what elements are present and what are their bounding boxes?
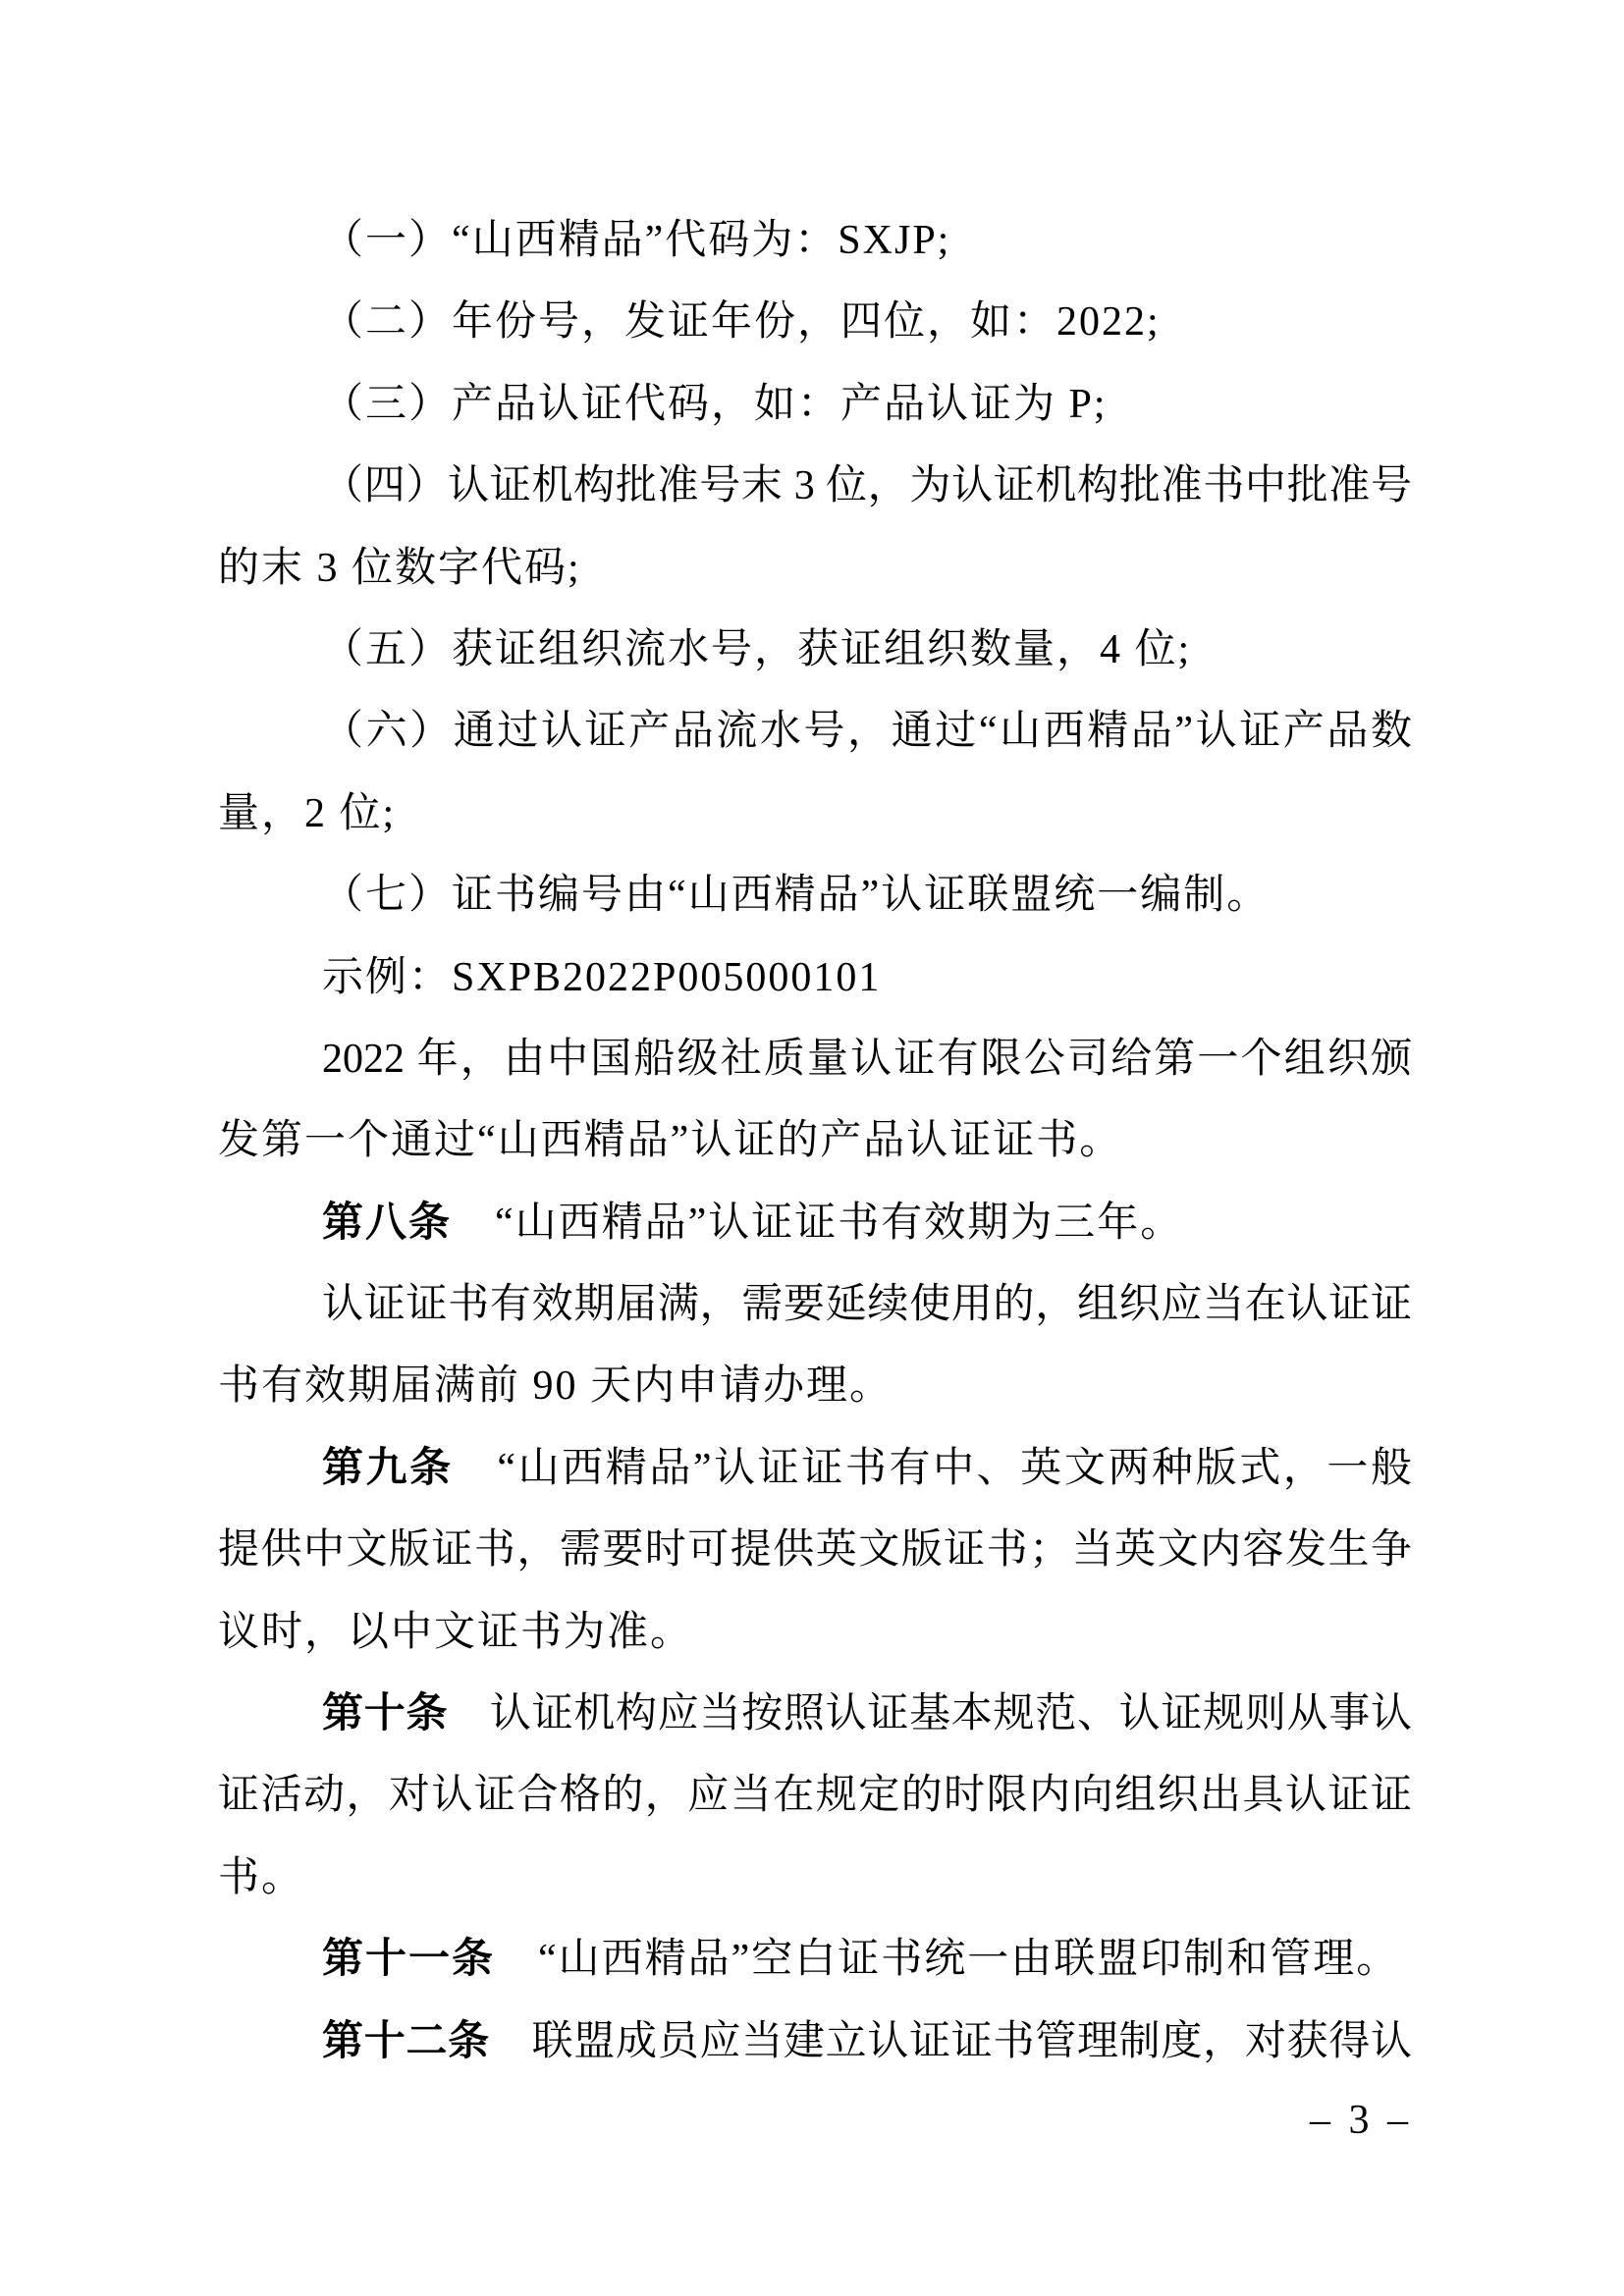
text-segment: 联盟成员应当建立认证证书管理制度，对获得认 <box>489 2018 1412 2064</box>
text-segment: 示例：SXPB2022P005000101 <box>322 954 882 1000</box>
text-segment: 的末 3 位数字代码; <box>218 545 581 591</box>
text-line <box>218 528 1412 610</box>
text-segment: （一）“山西精品”代码为：SXJP; <box>322 218 951 263</box>
text-line <box>218 1346 1412 1427</box>
text-segment: （六）通过认证产品流水号，通过“山西精品”认证产品数 <box>322 709 1412 755</box>
text-segment: 量，2 位; <box>218 790 397 836</box>
text-line <box>218 610 1412 691</box>
text-segment: （七）证书编号由“山西精品”认证联盟统一编制。 <box>322 873 1271 919</box>
text-segment: 书。 <box>218 1854 305 1900</box>
text-line <box>218 855 1412 936</box>
text-line <box>218 1919 1412 2001</box>
text-segment: 2022 年，由中国船级社质量认证有限公司给第一个组织颁 <box>322 1036 1412 1082</box>
text-line <box>218 774 1412 855</box>
text-segment: （三）产品认证代码，如：产品认证为 P; <box>322 381 1108 427</box>
article-number: 第十条 <box>322 1691 449 1737</box>
article-number: 第九条 <box>322 1445 454 1491</box>
document-body <box>218 200 1412 2083</box>
article-number: 第八条 <box>322 1200 453 1246</box>
text-line <box>218 1100 1412 1182</box>
text-segment: 认证证书有效期届满，需要延续使用的，组织应当在认证证 <box>322 1282 1412 1328</box>
text-segment: 书有效期届满前 90 天内申请办理。 <box>218 1363 893 1410</box>
text-line <box>218 446 1412 527</box>
text-segment: “山西精品”空白证书统一由联盟印制和管理。 <box>495 1937 1400 1983</box>
text-line <box>218 364 1412 446</box>
text-segment: 证活动，对认证合格的，应当在规定的时限内向组织出具认证证 <box>218 1773 1412 1819</box>
text-line <box>218 2002 1412 2083</box>
page-number: – 3 – <box>1310 2098 1412 2143</box>
text-line <box>218 1428 1412 1510</box>
text-segment: （四）认证机构批准号末 3 位，为认证机构批准书中批准号 <box>322 463 1412 509</box>
text-line <box>218 1264 1412 1346</box>
text-line <box>218 282 1412 363</box>
text-line <box>218 1838 1412 1919</box>
text-segment: 发第一个通过“山西精品”认证的产品认证证书。 <box>218 1118 1123 1164</box>
text-segment: （五）获证组织流水号，获证组织数量，4 位; <box>322 626 1192 672</box>
text-line <box>218 1755 1412 1837</box>
text-segment: “山西精品”认证证书有效期为三年。 <box>452 1200 1184 1246</box>
text-line <box>218 1592 1412 1674</box>
text-segment: “山西精品”认证证书有中、英文两种版式，一般 <box>453 1445 1412 1491</box>
text-segment: 提供中文版证书，需要时可提供英文版证书；当英文内容发生争 <box>218 1527 1412 1574</box>
text-segment: 议时，以中文证书为准。 <box>218 1609 694 1655</box>
text-segment: （二）年份号，发证年份，四位，如：2022; <box>322 299 1161 346</box>
text-line <box>218 937 1412 1019</box>
article-number: 第十二条 <box>322 2018 490 2064</box>
text-line <box>218 200 1412 282</box>
text-segment: 认证机构应当按照认证基本规范、认证规则从事认 <box>448 1691 1412 1737</box>
article-number: 第十一条 <box>322 1937 496 1983</box>
text-line <box>218 1019 1412 1100</box>
text-line <box>218 691 1412 773</box>
text-line <box>218 1183 1412 1264</box>
text-line <box>218 1510 1412 1591</box>
text-line <box>218 1674 1412 1755</box>
